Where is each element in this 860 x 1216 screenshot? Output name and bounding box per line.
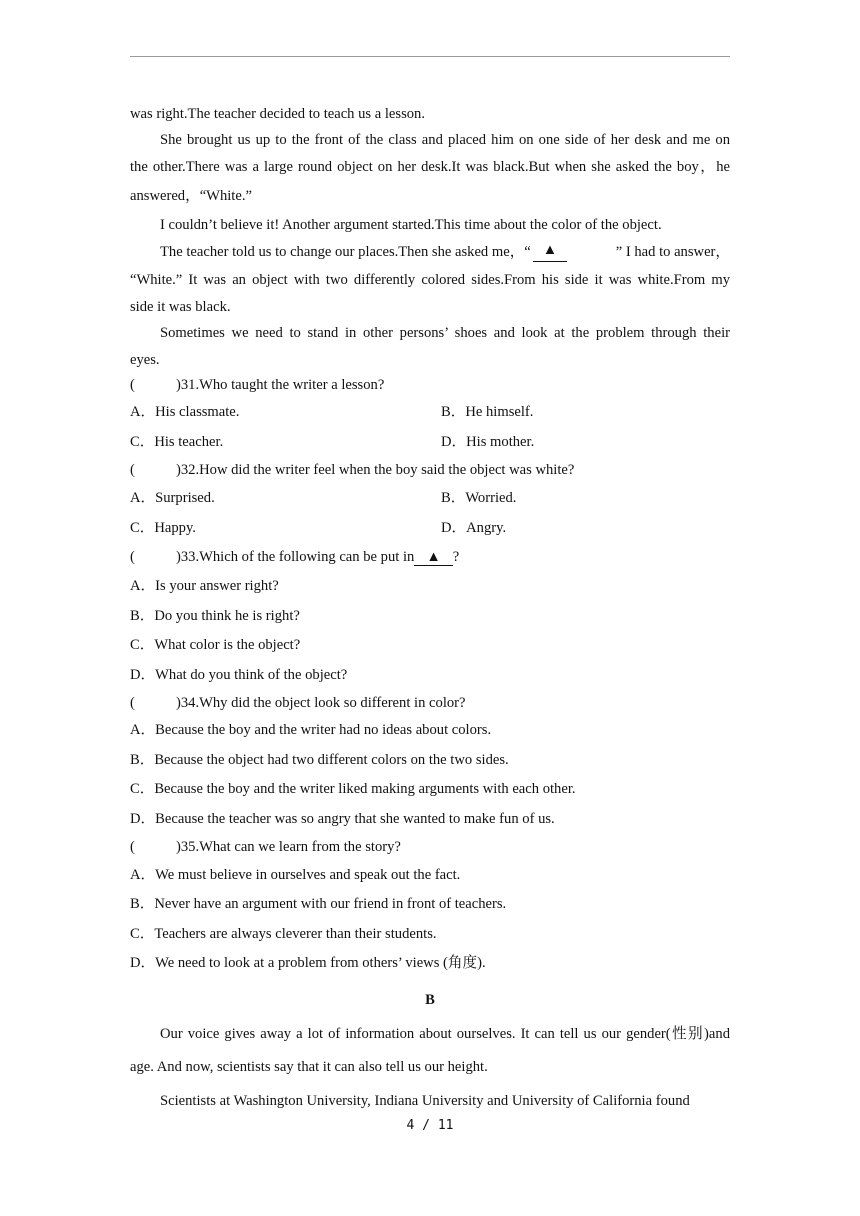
page-number: 4 / 11 — [406, 1118, 454, 1133]
question-32 — [130, 460, 730, 480]
option-d: D．What do you think of the object? — [130, 667, 348, 683]
question-text: )32.How did the writer feel when the boy said the object was white? — [176, 462, 575, 478]
answer-paren: ( — [130, 549, 135, 565]
option-a: A．Surprised. — [130, 490, 215, 506]
question-text: )35.What can we learn from the story? — [176, 839, 401, 855]
option-c: C．Teachers are always cleverer than their students. — [130, 926, 437, 942]
question-35 — [130, 837, 730, 857]
story-line: was right.The teacher decided to teach us a lesson. — [130, 106, 426, 122]
answer-blank: ▲ — [533, 242, 567, 262]
question-text: )31.Who taught the writer a lesson? — [176, 377, 385, 393]
answer-paren: ( — [130, 377, 135, 393]
story-text: ” I had to answer， — [615, 244, 730, 260]
story-line — [160, 242, 730, 262]
question-text: ? — [452, 549, 460, 565]
story-line: answered，“White.” — [130, 188, 252, 204]
story-line: the other.There was a large round object on her desk.It was black.But when she asked the boy，he — [130, 159, 730, 175]
option-a: A．His classmate. — [130, 404, 240, 420]
option-c: C．Because the boy and the writer liked making arguments with each other. — [130, 781, 576, 797]
option-c: C．His teacher. — [130, 434, 224, 450]
story-line: She brought us up to the front of the class and placed him on one side of her desk and me on — [160, 132, 730, 148]
option-b: B．He himself. — [441, 404, 534, 420]
story-line: I couldn’t believe it! Another argument started.This time about the color of the object. — [160, 217, 662, 233]
passage-line: Our voice gives away a lot of information about ourselves. It can tell us our gender(性别)and — [160, 1026, 730, 1042]
answer-paren: ( — [130, 839, 135, 855]
option-b: B．Because the object had two different colors on the two sides. — [130, 752, 509, 768]
section-heading: B — [425, 992, 435, 1008]
option-b: B．Never have an argument with our friend in front of teachers. — [130, 896, 507, 912]
story-text: The teacher told us to change our places.Then she asked me，“ — [160, 244, 531, 260]
option-b: B．Worried. — [441, 490, 517, 506]
passage-line: age. And now, scientists say that it can also tell us our height. — [130, 1059, 488, 1075]
option-d: D．Angry. — [441, 520, 507, 536]
story-line: Sometimes we need to stand in other persons’ shoes and look at the problem through their — [160, 325, 730, 341]
option-a: A．We must believe in ourselves and speak out the fact. — [130, 867, 461, 883]
passage-line: Scientists at Washington University, Indiana University and University of California found — [160, 1093, 690, 1109]
answer-paren: ( — [130, 695, 135, 711]
question-34 — [130, 693, 730, 713]
option-b: B．Do you think he is right? — [130, 608, 300, 624]
answer-paren: ( — [130, 462, 135, 478]
header-rule — [130, 56, 730, 57]
question-31 — [130, 375, 730, 395]
answer-blank: ▲ — [414, 549, 452, 566]
question-33 — [130, 547, 730, 567]
option-d: D．His mother. — [441, 434, 535, 450]
story-line: eyes. — [130, 352, 160, 368]
option-c: C．What color is the object? — [130, 637, 301, 653]
option-a: A．Because the boy and the writer had no ideas about colors. — [130, 722, 492, 738]
question-text: )33.Which of the following can be put in — [176, 549, 415, 565]
story-line: side it was black. — [130, 299, 231, 315]
question-text: )34.Why did the object look so different in color? — [176, 695, 466, 711]
story-line: “White.” It was an object with two differently colored sides.From his side it was white.From my — [130, 272, 730, 288]
option-d: D．Because the teacher was so angry that she wanted to make fun of us. — [130, 811, 555, 827]
option-a: A．Is your answer right? — [130, 578, 279, 594]
option-d: D．We need to look at a problem from others’ views (角度). — [130, 955, 486, 971]
option-c: C．Happy. — [130, 520, 196, 536]
